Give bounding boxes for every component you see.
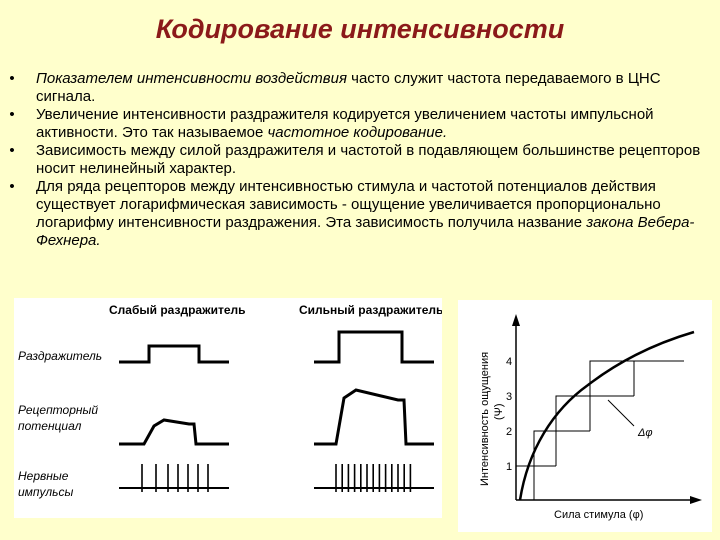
page-title: Кодирование интенсивности: [155, 14, 565, 44]
weber-fechner-graph: [458, 300, 712, 532]
bullet-marker: •: [9, 142, 15, 159]
y-axis-label: Интенсивность ощущения: [479, 351, 491, 486]
y-axis-arrow: [512, 314, 520, 326]
weak-receptor-potential-trace: [119, 420, 229, 444]
strong-receptor-potential-trace: [314, 390, 434, 444]
bullet-text: Показателем интенсивности воздействия: [36, 70, 347, 87]
x-axis-label: Сила стимула (φ): [554, 509, 644, 521]
row-label-impulses-2: импульсы: [18, 485, 74, 499]
bullet-item: [6, 178, 706, 250]
y-tick-1: 1: [506, 461, 513, 473]
bullet-item: [6, 70, 706, 106]
bullet-text: Увеличение интенсивности раздражителя кодируется увеличением частоты импульсной активности. Это так называемое: [36, 106, 654, 141]
y-tick-2: 2: [506, 426, 513, 438]
delta-phi-label: Δφ: [638, 427, 653, 439]
y-axis-symbol: (Ψ): [493, 403, 505, 420]
receptor-coding-figure: [14, 298, 442, 518]
bullet-text: часто служит частота передаваемого в ЦНС сигнала.: [36, 70, 661, 105]
bullet-text: закона Вебера-Фехнера.: [36, 214, 695, 249]
row-label-receptor-1: Рецепторный: [18, 403, 98, 417]
strong-stimulus-header: Сильный раздражитель: [299, 303, 442, 317]
bullet-text: Для ряда рецепторов между интенсивностью стимула и частотой потенциалов действия существует логарифмическая зависимость - ощущение увеличивается пропорционально логарифму интенсивности раздражения. Эта зависимость получила название: [36, 178, 661, 231]
strong-stimulus-trace: [314, 332, 434, 362]
bullet-marker: •: [9, 70, 15, 87]
row-label-impulses-1: Нервные: [18, 469, 69, 483]
weak-stimulus-trace: [119, 346, 229, 362]
weak-stimulus-header: Слабый раздражитель: [109, 303, 246, 317]
bullet-item: [6, 106, 706, 142]
delta-pointer-line: [608, 400, 634, 426]
x-axis-arrow: [690, 496, 702, 504]
row-label-receptor-2: потенциал: [18, 419, 82, 433]
y-tick-3: 3: [506, 391, 513, 403]
row-label-stimulus: Раздражитель: [18, 349, 103, 363]
bullet-text: частотное кодирование.: [267, 124, 448, 141]
bullet-marker: •: [9, 106, 15, 123]
bullet-item: [6, 142, 706, 178]
bullet-text: Зависимость между силой раздражителя и частотой в подавляющем большинстве рецепторов носит нелинейный характер.: [36, 142, 701, 177]
logarithmic-curve: [520, 332, 694, 500]
bullet-marker: •: [9, 178, 15, 195]
bullet-list: [6, 70, 706, 250]
y-tick-4: 4: [506, 356, 513, 368]
